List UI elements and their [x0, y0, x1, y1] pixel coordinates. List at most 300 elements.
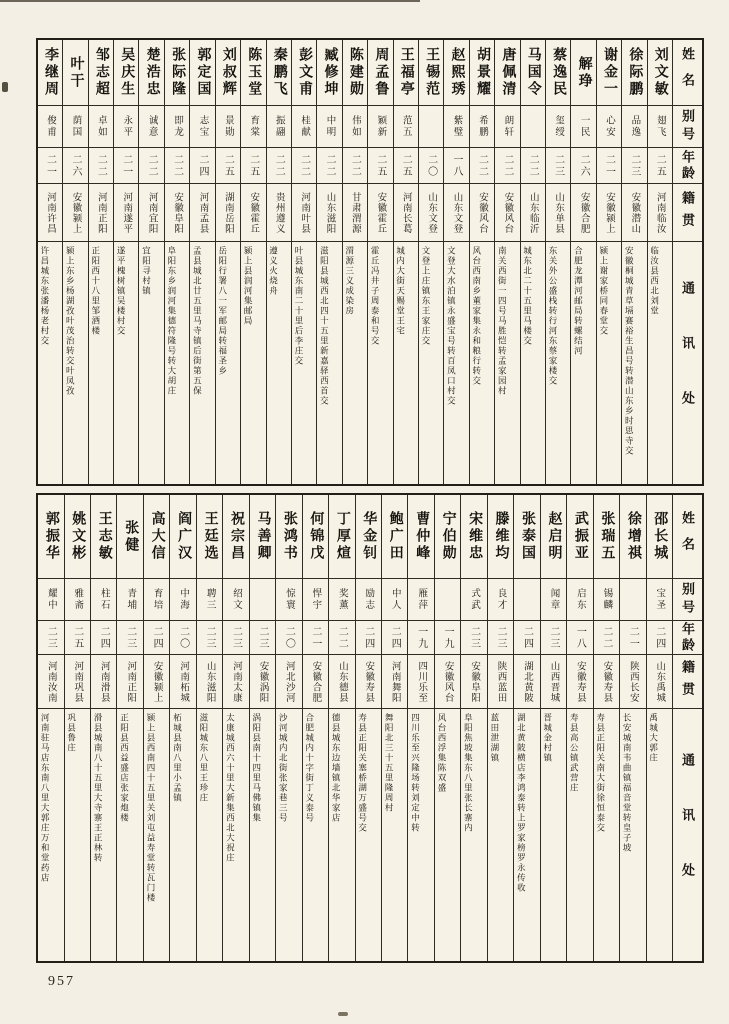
- entry-native-place-text: 甘肃渭源: [349, 191, 360, 234]
- entry-address: [144, 709, 169, 961]
- entry-name-text: 王志敏: [96, 511, 112, 562]
- entry-native-place-text: 河南正阳: [95, 191, 106, 234]
- entry-alias: [292, 106, 316, 148]
- entry-alias: [38, 106, 62, 148]
- entry-alias: [648, 106, 672, 148]
- entry-native-place: [435, 655, 460, 709]
- entry-native-place: [408, 655, 433, 709]
- entry-name-text: 郭振华: [43, 511, 59, 562]
- entry-name-text: 叶干: [68, 55, 84, 90]
- entry-native-place-text: 安徽合肥: [310, 660, 321, 703]
- entry-address: [567, 709, 592, 961]
- entry-column: [621, 40, 646, 484]
- entry-address-text: 宜阳寻村镇: [141, 246, 152, 296]
- entry-address-text: 晋城金村镇: [542, 713, 553, 763]
- entry-age: [435, 621, 460, 655]
- entry-alias: [139, 106, 163, 148]
- entry-address: [292, 242, 316, 484]
- entry-column: [38, 40, 62, 484]
- entry-age-text: 二一: [603, 153, 615, 178]
- entry-native-place-text: 安徽风台: [442, 660, 453, 703]
- entry-native-place: [139, 184, 163, 242]
- entry-column: [143, 495, 169, 961]
- entry-name-text: 彭文甫: [297, 47, 313, 98]
- entry-name-text: 张健: [123, 519, 139, 554]
- entry-name-text: 曹仲峰: [414, 511, 430, 562]
- entry-alias-text: 玺绶: [553, 115, 564, 138]
- entry-name: [597, 40, 621, 106]
- entry-native-place-text: 安徽风台: [476, 191, 487, 234]
- entry-name-text: 胡景耀: [474, 47, 490, 98]
- entry-age-text: 二四: [389, 625, 401, 650]
- entry-alias-text: 柱石: [98, 588, 109, 611]
- entry-alias-text: 宝圣: [654, 588, 665, 611]
- entry-alias: [495, 106, 519, 148]
- entry-alias-text: 青埔: [125, 588, 136, 611]
- entry-age-text: 二〇: [177, 625, 189, 650]
- entry-native-place: [276, 655, 301, 709]
- entry-age: [622, 148, 646, 184]
- entry-alias: [541, 579, 566, 621]
- entry-native-place-text: 河南滑县: [98, 660, 109, 703]
- entry-native-place: [546, 184, 570, 242]
- entry-alias: [521, 106, 545, 148]
- entry-alias-text: 惊寰: [283, 588, 294, 611]
- entry-native-place-text: 河南长葛: [400, 191, 411, 234]
- entry-age-text: 二三: [124, 625, 136, 650]
- entry-native-place-text: 安徽寿县: [574, 660, 585, 703]
- entry-alias: [317, 106, 341, 148]
- entry-address-text: 寿县正阳关塞桥湖万盛号交: [357, 713, 368, 833]
- entry-native-place: [317, 184, 341, 242]
- entry-address-text: 颍上东乡杨湖孜叶茂治转交叶凤孜: [65, 246, 76, 396]
- header-name-label: [673, 40, 702, 106]
- entry-column: [407, 495, 433, 961]
- header-age-label: [673, 621, 702, 655]
- entry-native-place: [267, 184, 291, 242]
- entry-name-text: 宁伯勋: [440, 511, 456, 562]
- page-number: 957: [48, 974, 75, 989]
- entry-age-text: 二二: [171, 153, 183, 178]
- entry-name: [541, 495, 566, 579]
- entry-age-text: 一九: [415, 625, 427, 650]
- entry-alias-text: 启东: [574, 588, 585, 611]
- entry-name-text: 张瑞五: [599, 511, 615, 562]
- entry-age: [117, 621, 142, 655]
- entry-name: [444, 40, 468, 106]
- scan-artifact: [2, 82, 8, 92]
- entry-address: [38, 709, 63, 961]
- entry-age-text: 二三: [45, 625, 57, 650]
- entry-alias-text: 耀中: [45, 588, 56, 611]
- entry-native-place-text: 陕西长安: [627, 660, 638, 703]
- entry-alias: [368, 106, 392, 148]
- entry-column: [90, 495, 116, 961]
- entry-age: [521, 148, 545, 184]
- entry-alias: [356, 579, 381, 621]
- entry-name: [488, 495, 513, 579]
- entry-address: [267, 242, 291, 484]
- entry-native-place-text: 安徽潜山: [629, 191, 640, 234]
- entry-alias: [571, 106, 595, 148]
- entry-age-text: 二二: [336, 625, 348, 650]
- entry-address: [329, 709, 354, 961]
- entry-native-place-text: 河南柘城: [178, 660, 189, 703]
- entry-alias: [114, 106, 138, 148]
- entry-native-place-text: 河南许昌: [45, 191, 56, 234]
- entry-name-text: 赵启明: [546, 511, 562, 562]
- entry-alias: [223, 579, 248, 621]
- entry-column: [570, 40, 595, 484]
- entry-native-place-text: 湖北黄陂: [522, 660, 532, 703]
- entry-address: [594, 709, 619, 961]
- entry-alias: [594, 579, 619, 621]
- entry-name-text: 阎广汉: [176, 511, 192, 562]
- entry-address-text: 霍丘冯井子周泰和号交: [370, 246, 381, 346]
- entry-age: [89, 148, 113, 184]
- entry-address-text: 正阳西十八里邹酒楼: [90, 246, 101, 336]
- entry-native-place-text: 山东滋阳: [324, 191, 335, 234]
- entry-address-text: 安徽桐城青草塥赛裕生昌号转潜山东乡时思寺交: [624, 246, 635, 456]
- entry-native-place: [114, 184, 138, 242]
- entry-age-text: 二三: [230, 625, 242, 650]
- entry-age: [216, 148, 240, 184]
- entry-native-place: [38, 655, 63, 709]
- entry-address: [65, 709, 90, 961]
- entry-age-text: 二四: [151, 625, 163, 650]
- entry-name: [567, 495, 592, 579]
- entry-age-text: 二二: [298, 153, 310, 178]
- entry-native-place: [223, 655, 248, 709]
- entry-native-place-text: 安徽寿县: [601, 660, 612, 703]
- entry-age: [541, 621, 566, 655]
- entry-native-place: [394, 184, 418, 242]
- entry-address-text: 南关西街一四号马胜恺转孟家园村: [497, 246, 508, 396]
- entry-name-text: 何锦戊: [308, 511, 324, 562]
- entry-name-text: 高大信: [149, 511, 165, 562]
- entry-alias-text: 俊甫: [45, 115, 56, 138]
- entry-column: [38, 495, 63, 961]
- entry-column: [62, 40, 87, 484]
- entry-column: [215, 40, 240, 484]
- entry-column: [275, 495, 301, 961]
- entry-address-text: 湖北黄陂横店李鸿泰转上罗家榜罗永传收: [516, 713, 527, 893]
- entry-age-text: 二五: [247, 153, 259, 178]
- entry-alias: [461, 579, 486, 621]
- entry-age-text: 二三: [468, 625, 480, 650]
- entry-alias-text: 翅飞: [654, 115, 665, 138]
- header-age-label: [673, 148, 702, 184]
- entry-alias-text: 雁萍: [416, 588, 427, 611]
- entry-address-text: 颍上县润河集邮局: [243, 246, 254, 326]
- entry-address: [541, 709, 566, 961]
- entry-alias-text: 伟如: [349, 115, 360, 138]
- entry-name: [521, 40, 545, 106]
- entry-age-text: 二六: [578, 153, 590, 178]
- header-name-text: 姓名: [680, 510, 695, 563]
- entry-name-text: 张鸿书: [281, 511, 297, 562]
- entry-address: [38, 242, 62, 484]
- entry-native-place: [197, 655, 222, 709]
- entry-alias: [343, 106, 367, 148]
- entry-address-text: 长安城南韦曲镇福音堂转皇子坡: [622, 713, 633, 853]
- entry-name: [394, 40, 418, 106]
- entry-age-text: 二一: [627, 625, 639, 650]
- entry-address: [63, 242, 87, 484]
- entry-name-text: 马国令: [525, 47, 541, 98]
- entry-address-text: 文登上庄镇东王家庄交: [420, 246, 431, 346]
- entry-native-place: [144, 655, 169, 709]
- entry-name: [461, 495, 486, 579]
- entry-address-text: 寿县正阳关南大街徐恒泰交: [595, 713, 606, 833]
- entry-native-place: [343, 184, 367, 242]
- entry-native-place: [488, 655, 513, 709]
- entry-native-place-text: 山东滋阳: [204, 660, 215, 703]
- entry-column: [619, 495, 645, 961]
- entry-column: [646, 495, 672, 961]
- entry-address: [620, 709, 645, 961]
- entry-native-place: [461, 655, 486, 709]
- entry-age-text: 二四: [362, 625, 374, 650]
- entry-name-text: 鲍广田: [387, 511, 403, 562]
- entry-name: [368, 40, 392, 106]
- entry-alias: [65, 579, 90, 621]
- entry-alias: [470, 106, 494, 148]
- entry-age: [267, 148, 291, 184]
- entry-native-place: [470, 184, 494, 242]
- entry-alias-text: 紫璧: [451, 115, 462, 138]
- entry-age-text: 二三: [628, 153, 640, 178]
- entry-alias-text: 振翮: [273, 115, 284, 138]
- entry-name-text: 祝宗昌: [229, 511, 245, 562]
- header-age-text: 年龄: [680, 621, 695, 654]
- entry-age-text: 二〇: [283, 625, 295, 650]
- entry-address-text: 滋阳县城西北四十五里新嘉驿西首交: [319, 246, 330, 406]
- entry-age: [444, 148, 468, 184]
- entry-alias: [597, 106, 621, 148]
- entry-column: [116, 495, 142, 961]
- entry-address: [197, 709, 222, 961]
- entry-native-place-text: 河南太康: [231, 660, 242, 703]
- page-content: [36, 38, 704, 963]
- entry-alias: [408, 579, 433, 621]
- entry-name-text: 刘叔辉: [220, 47, 236, 98]
- entry-address-text: 岳阳行署八一军邮局转福圣乡: [217, 246, 228, 376]
- entry-name: [117, 495, 142, 579]
- entry-age-text: 二三: [547, 625, 559, 650]
- entry-name-text: 蔡逸民: [551, 47, 567, 98]
- entry-column: [566, 495, 592, 961]
- entry-alias: [197, 579, 222, 621]
- entry-alias-text: 闻章: [548, 588, 559, 611]
- entry-column: [418, 40, 443, 484]
- entry-age: [647, 621, 672, 655]
- entry-native-place-text: 安徽阜阳: [172, 191, 183, 234]
- entry-age: [303, 621, 328, 655]
- entry-native-place: [292, 184, 316, 242]
- entry-native-place: [356, 655, 381, 709]
- entry-native-place-text: 陕西蓝田: [495, 660, 506, 703]
- entry-alias-text: 锡麟: [601, 588, 612, 611]
- entry-age: [91, 621, 116, 655]
- entry-address-text: 四川乐至兴隆场转刘定中转: [410, 713, 421, 833]
- entry-address-text: 风台西南乡董家集永和粮行转交: [471, 246, 482, 386]
- entry-native-place: [190, 184, 214, 242]
- entry-age-text: 二二: [349, 153, 361, 178]
- entry-address-text: 巩县鲁庄: [66, 713, 77, 753]
- entry-name: [165, 40, 189, 106]
- entry-native-place: [597, 184, 621, 242]
- entry-native-place: [521, 184, 545, 242]
- entry-column: [381, 495, 407, 961]
- entry-native-place-text: 安徽合肥: [578, 191, 589, 234]
- entry-name: [114, 40, 138, 106]
- entry-native-place: [250, 655, 275, 709]
- header-alias-label: [673, 579, 702, 621]
- entry-address-text: 阜阳焦坡集东八里张长寨内: [463, 713, 474, 833]
- entry-name-text: 吴庆生: [119, 47, 135, 98]
- entry-column: [367, 40, 392, 484]
- entry-alias-text: 绍文: [231, 588, 242, 611]
- entry-native-place: [165, 184, 189, 242]
- entry-native-place: [241, 184, 265, 242]
- entry-address: [223, 709, 248, 961]
- entry-alias-text: 一民: [578, 115, 589, 138]
- entry-name: [419, 40, 443, 106]
- entry-age-text: 二四: [196, 153, 208, 178]
- entry-address: [521, 242, 545, 484]
- entry-address-text: 沙河城内北街张家巷三号: [278, 713, 289, 823]
- entry-name-text: 臧修坤: [322, 47, 338, 98]
- entry-alias-text: 永平: [121, 115, 132, 138]
- entry-name-text: 宋维忠: [467, 511, 483, 562]
- entry-name: [241, 40, 265, 106]
- entry-native-place-text: 贵州遵义: [273, 191, 284, 234]
- entry-name: [435, 495, 460, 579]
- entry-age: [571, 148, 595, 184]
- entry-native-place: [622, 184, 646, 242]
- entry-name-text: 陈玉堂: [246, 47, 262, 98]
- header-native-text: 籍贯: [680, 659, 695, 704]
- entry-alias: [329, 579, 354, 621]
- entry-address: [470, 242, 494, 484]
- entry-address-text: 遂平槐树镇吴楼村交: [116, 246, 127, 336]
- entry-column: [513, 495, 539, 961]
- entry-address-text: 河南驻马店东南八里大郭庄万和堂药店: [40, 713, 51, 883]
- entry-column: [113, 40, 138, 484]
- entry-alias-text: 颖新: [375, 115, 386, 138]
- entry-alias: [91, 579, 116, 621]
- entry-address-text: 文登大水泊镇永盛宝号转百凤口村交: [446, 246, 457, 406]
- entry-native-place: [216, 184, 240, 242]
- entry-alias: [647, 579, 672, 621]
- entry-name-text: 解琤: [576, 55, 592, 90]
- entry-native-place: [91, 655, 116, 709]
- entry-column: [249, 495, 275, 961]
- entry-name: [571, 40, 595, 106]
- entry-native-place-text: 河南汝南: [45, 660, 56, 703]
- entry-age: [343, 148, 367, 184]
- entry-age: [597, 148, 621, 184]
- entry-age: [461, 621, 486, 655]
- entry-alias-text: 育棠: [248, 115, 259, 138]
- entry-alias: [514, 579, 539, 621]
- entry-age: [408, 621, 433, 655]
- entry-native-place: [38, 184, 62, 242]
- entry-alias-text: 励志: [363, 588, 374, 611]
- entry-name: [216, 40, 240, 106]
- entry-name: [144, 495, 169, 579]
- entry-alias: [394, 106, 418, 148]
- entry-address: [250, 709, 275, 961]
- entry-native-place-text: 山东文登: [451, 191, 462, 234]
- entry-age: [144, 621, 169, 655]
- entry-column: [342, 40, 367, 484]
- entry-age-text: 二二: [95, 153, 107, 178]
- header-native-text: 籍贯: [680, 190, 695, 235]
- entry-age: [546, 148, 570, 184]
- entry-column: [164, 40, 189, 484]
- entry-native-place: [368, 184, 392, 242]
- entry-name-text: 丁厚煊: [334, 511, 350, 562]
- entry-native-place-text: 山东德县: [336, 660, 347, 703]
- header-name-text: 姓名: [680, 46, 695, 99]
- entry-address: [317, 242, 341, 484]
- directory-table-top: [36, 38, 704, 486]
- entry-address: [170, 709, 195, 961]
- entry-name: [470, 40, 494, 106]
- entry-address: [419, 242, 443, 484]
- entry-address: [91, 709, 116, 961]
- entry-age: [514, 621, 539, 655]
- entry-alias-text: 品逸: [629, 115, 640, 138]
- entry-alias-text: 良才: [495, 588, 506, 611]
- entry-address-text: 孟县城北廿五里马寺镇后街第五保: [192, 246, 203, 396]
- entry-age-text: 二二: [146, 153, 158, 178]
- entry-native-place: [495, 184, 519, 242]
- entry-name: [63, 40, 87, 106]
- entry-name-text: 滕维均: [493, 511, 509, 562]
- entry-age: [65, 621, 90, 655]
- entry-native-place-text: 河南巩县: [72, 660, 83, 703]
- entry-address-text: 柘城县南八里小孟镇: [172, 713, 183, 803]
- entry-address-text: 阜阳东乡润河集德符隆号转大胡庄: [166, 246, 177, 396]
- entry-column: [189, 40, 214, 484]
- entry-age-text: 二五: [654, 153, 666, 178]
- entry-name-text: 邹志超: [93, 47, 109, 98]
- entry-age: [241, 148, 265, 184]
- entry-name: [89, 40, 113, 106]
- entry-name-text: 赵熙琇: [449, 47, 465, 98]
- entry-age: [250, 621, 275, 655]
- entry-address-text: 正阳县西益盛店张家炮楼: [119, 713, 130, 823]
- entry-address: [546, 242, 570, 484]
- entry-address-text: 太康城西六十里大新集西北大祝庄: [225, 713, 236, 863]
- entry-age: [356, 621, 381, 655]
- entry-name-text: 王廷选: [202, 511, 218, 562]
- entry-native-place: [63, 184, 87, 242]
- entry-address: [368, 242, 392, 484]
- entry-alias: [567, 579, 592, 621]
- entry-native-place: [594, 655, 619, 709]
- entry-name: [356, 495, 381, 579]
- entry-age-text: 二五: [71, 625, 83, 650]
- entry-native-place: [571, 184, 595, 242]
- entry-address-text: 禹城大郭庄: [648, 713, 659, 763]
- entry-alias-text: 雅斋: [72, 588, 83, 611]
- entry-alias-text: 范五: [400, 115, 411, 138]
- entry-address-text: 德县城东边墙镇北华家店: [331, 713, 342, 823]
